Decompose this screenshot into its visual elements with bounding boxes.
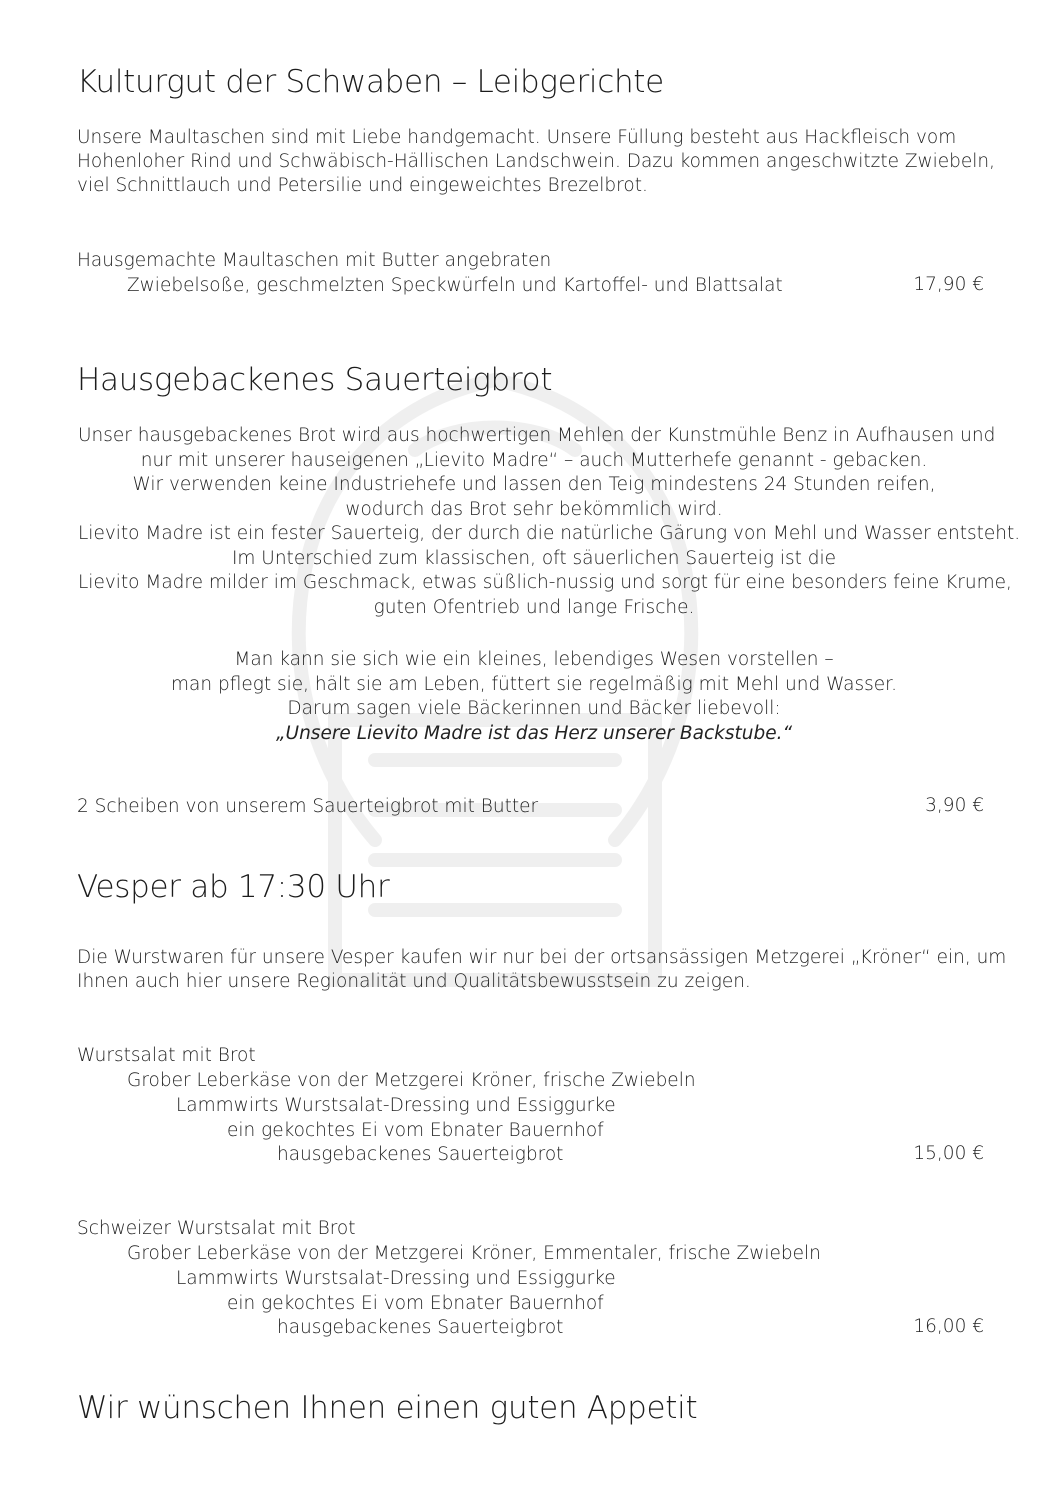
brot-text-line-7: Lievito Madre milder im Geschmack, etwas süßlich-nussig und sorgt für eine besonders feine Krume,: [78, 572, 1012, 593]
schweizer-wurstsalat-line-1: Grober Leberkäse von der Metzgerei Kröner, Emmentaler, frische Zwiebeln: [127, 1243, 821, 1264]
schweizer-wurstsalat-item-price: 16,00 €: [913, 1316, 984, 1337]
brot-text-line-4: wodurch das Brot sehr bekömmlich wird.: [345, 498, 723, 520]
brot-text2-line-3: Darum sagen viele Bäckerinnen und Bäcker liebevoll:: [287, 698, 781, 719]
wurstsalat-line-1: Grober Leberkäse von der Metzgerei Kröner, frische Zwiebeln: [127, 1070, 696, 1091]
brot-text-line-5: Lievito Madre ist ein fester Sauerteig, der durch die natürliche Gärung von Mehl und Wasser entsteht.: [78, 523, 1021, 544]
wurstsalat-item-name: Wurstsalat mit Brot: [77, 1045, 256, 1066]
wurstsalat-line-4: hausgebackenes Sauerteigbrot: [277, 1144, 564, 1165]
maultaschen-intro-line-1: Unsere Maultaschen sind mit Liebe handgemacht. Unsere Füllung besteht aus Hackfleisch vom: [77, 127, 957, 148]
brot-text-line-3: Wir verwenden keine Industriehefe und lassen den Teig mindestens 24 Stunden reifen,: [132, 474, 936, 495]
maultaschen-item-detail: Zwiebelsoße, geschmelzten Speckwürfeln und Kartoffel- und Blattsalat: [127, 275, 783, 296]
vesper-intro-line-2: Ihnen auch hier unsere Regionalität und Qualitätsbewusstsein zu zeigen.: [77, 971, 751, 992]
vesper-intro-line-1: Die Wurstwaren für unsere Vesper kaufen wir nur bei der ortsansässigen Metzgerei „Kröner“ ein, um: [77, 947, 1007, 968]
brot-description: [78, 424, 1021, 620]
brot-quote: „Unsere Lievito Madre ist das Herz unserer Backstube.“: [275, 722, 793, 744]
schweizer-wurstsalat-line-4: hausgebackenes Sauerteigbrot: [277, 1317, 564, 1338]
wurstsalat-line-2: Lammwirts Wurstsalat-Dressing und Essiggurke: [176, 1095, 616, 1116]
maultaschen-item-price: 17,90 €: [913, 274, 984, 295]
maultaschen-item-name: Hausgemachte Maultaschen mit Butter angebraten: [77, 250, 552, 271]
brot-text-line-6: Im Unterschied zum klassischen, oft säuerlichen Sauerteig ist die: [231, 547, 837, 569]
section-title-maultaschen: Kulturgut der Schwaben – Leibgerichte: [77, 64, 664, 100]
brot-item-name: 2 Scheiben von unserem Sauerteigbrot mit Butter: [77, 796, 539, 817]
section-title-brot: Hausgebackenes Sauerteigbrot: [77, 362, 553, 398]
brot-text-line-8: guten Ofentrieb und lange Frische.: [373, 596, 695, 618]
wurstsalat-line-3: ein gekochtes Ei vom Ebnater Bauernhof: [227, 1120, 604, 1141]
schweizer-wurstsalat-item-name: Schweizer Wurstsalat mit Brot: [77, 1218, 356, 1239]
closing-title: Wir wünschen Ihnen einen guten Appetit: [77, 1390, 698, 1426]
brot-description-2: [78, 648, 990, 746]
brot-text2-line-2: man pflegt sie, hält sie am Leben, füttert sie regelmäßig mit Mehl und Wasser.: [171, 673, 897, 695]
brot-text-line-1: Unser hausgebackenes Brot wird aus hochwertigen Mehlen der Kunstmühle Benz in Aufhausen und: [78, 425, 996, 446]
brot-text-line-2: nur mit unserer hauseigenen „Lievito Madre“ – auch Mutterhefe genannt - gebacken.: [140, 449, 928, 471]
section-title-vesper: Vesper ab 17:30 Uhr: [77, 869, 390, 905]
schweizer-wurstsalat-line-3: ein gekochtes Ei vom Ebnater Bauernhof: [227, 1293, 604, 1314]
schweizer-wurstsalat-line-2: Lammwirts Wurstsalat-Dressing und Essiggurke: [176, 1268, 616, 1289]
maultaschen-intro-line-3: viel Schnittlauch und Petersilie und eingeweichtes Brezelbrot.: [77, 175, 648, 196]
maultaschen-intro-line-2: Hohenloher Rind und Schwäbisch-Hällischen Landschwein. Dazu kommen angeschwitzte Zwiebeln,: [77, 151, 996, 172]
brot-item-price: 3,90 €: [925, 795, 984, 816]
brot-text2-line-1: Man kann sie sich wie ein kleines, lebendiges Wesen vorstellen –: [234, 649, 834, 670]
wurstsalat-item-price: 15,00 €: [913, 1143, 984, 1164]
